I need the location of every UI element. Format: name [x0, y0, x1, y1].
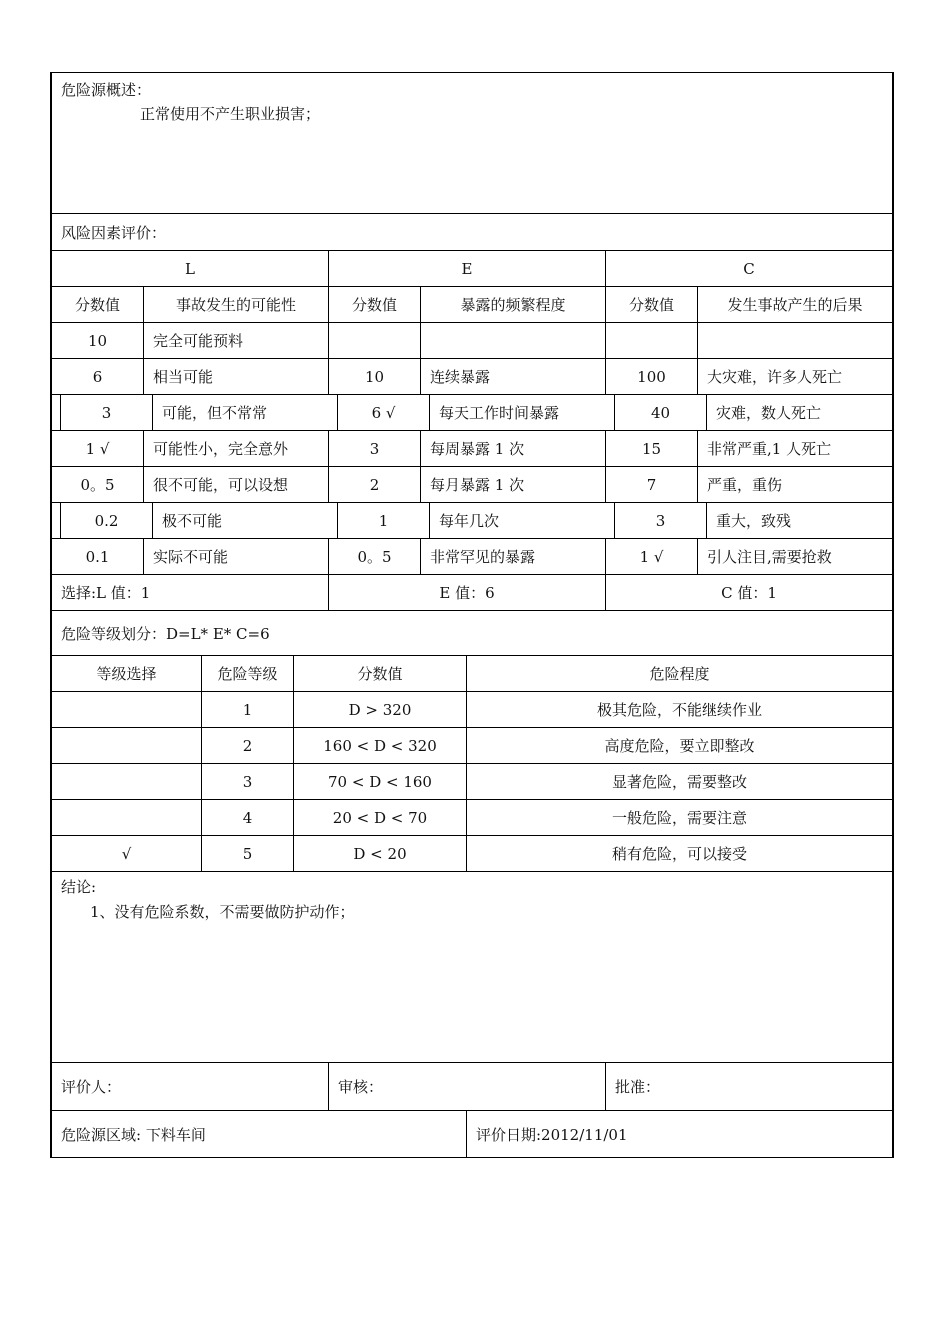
- grade-level: 1: [202, 692, 294, 727]
- grade-degree: 显著危险，需要整改: [611, 773, 747, 791]
- lec-row: [52, 503, 892, 539]
- grade-row: [52, 692, 892, 728]
- e-desc: [421, 323, 606, 358]
- c-desc: [698, 323, 892, 358]
- c-desc: 灾难，数人死亡: [716, 404, 822, 422]
- lec-row: [52, 467, 892, 503]
- grade-header-row: [52, 656, 892, 692]
- grade-select: [52, 692, 202, 727]
- c-desc: 大灾难，许多人死亡: [707, 368, 843, 386]
- l-score: 6: [52, 359, 144, 394]
- l-score: 10: [52, 323, 144, 358]
- grade-level: 5: [202, 836, 294, 871]
- grade-degree: 稍有危险，可以接受: [611, 845, 747, 863]
- risk-assessment-form: [50, 72, 894, 1158]
- overview-section: [52, 73, 892, 214]
- grade-level: 2: [202, 728, 294, 763]
- e-desc-header: 暴露的频繁程度: [421, 287, 606, 322]
- e-desc: 每周暴露 1 次: [421, 431, 606, 466]
- grade-row: [52, 836, 892, 872]
- lec-column-header-row: [52, 287, 892, 323]
- l-desc: 实际不可能: [144, 539, 329, 574]
- c-score: 15: [606, 431, 698, 466]
- reviewer-field: 审核：: [329, 1063, 606, 1110]
- e-desc: 连续暴露: [421, 359, 606, 394]
- lec-row: [52, 539, 892, 575]
- evaluator-field: 评价人：: [52, 1063, 329, 1110]
- l-score-header: 分数值: [52, 287, 144, 322]
- conclusion-label: 结论:: [61, 878, 97, 896]
- e-desc: 非常罕见的暴露: [421, 539, 606, 574]
- c-desc: 引人注目,需要抢救: [707, 548, 832, 566]
- grade-degree: 一般危险，需要注意: [611, 809, 747, 827]
- lec-row: [52, 323, 892, 359]
- l-score: 1 √: [52, 431, 144, 466]
- grade-score-header: 分数值: [294, 656, 467, 691]
- e-score: 6 √: [338, 395, 430, 430]
- factor-title: 风险因素评价：: [61, 223, 167, 242]
- grade-level: 4: [202, 800, 294, 835]
- l-score: 0.1: [52, 539, 144, 574]
- grade-select-header: 等级选择: [52, 656, 202, 691]
- grade-formula: 危险等级划分：D=L* E* C=6: [61, 624, 270, 643]
- c-desc-header: 发生事故产生的后果: [727, 296, 863, 314]
- lec-row: [52, 359, 892, 395]
- l-desc: 极不可能: [153, 503, 338, 538]
- grade-score: 70 < D < 160: [294, 764, 467, 799]
- lec-row: [52, 431, 892, 467]
- grade-level: 3: [202, 764, 294, 799]
- c-score: [606, 323, 698, 358]
- selection-row: [52, 575, 892, 611]
- e-score: 10: [329, 359, 421, 394]
- grade-row: [52, 800, 892, 836]
- grade-score: 160 < D < 320: [294, 728, 467, 763]
- l-desc: 完全可能预料: [144, 323, 329, 358]
- grade-select: √: [52, 836, 202, 871]
- e-desc: 每天工作时间暴露: [430, 395, 615, 430]
- c-score: 100: [606, 359, 698, 394]
- e-selection: E 值：6: [329, 575, 606, 610]
- c-score: 40: [615, 395, 707, 430]
- grade-degree: 极其危险，不能继续作业: [596, 701, 762, 719]
- c-header: C: [743, 259, 755, 278]
- overview-label: 危险源概述：: [61, 81, 152, 99]
- l-desc: 相当可能: [144, 359, 329, 394]
- lec-header-row: [52, 251, 892, 287]
- factor-title-row: [52, 214, 892, 251]
- e-score-header: 分数值: [329, 287, 421, 322]
- c-score: 1 √: [606, 539, 698, 574]
- e-score: 1: [338, 503, 430, 538]
- grade-formula-row: [52, 611, 892, 656]
- grade-row: [52, 764, 892, 800]
- grade-score: D < 20: [294, 836, 467, 871]
- hazard-area: 危险源区域: 下料车间: [52, 1111, 467, 1157]
- l-desc: 可能性小，完全意外: [144, 431, 329, 466]
- footer-row: [52, 1111, 892, 1157]
- l-desc-header: 事故发生的可能性: [144, 287, 329, 322]
- e-desc: 每年几次: [430, 503, 615, 538]
- c-desc: 非常严重,1 人死亡: [707, 440, 832, 458]
- grade-degree-header: 危险程度: [649, 665, 710, 683]
- grade-select: [52, 728, 202, 763]
- grade-degree: 高度危险，要立即整改: [604, 737, 755, 755]
- e-header: E: [329, 251, 606, 286]
- conclusion-text: 1、没有危险系数，不需要做防护动作；: [90, 903, 355, 921]
- c-score: 7: [606, 467, 698, 502]
- c-desc: 严重，重伤: [707, 476, 783, 494]
- conclusion-section: [52, 872, 892, 1063]
- grade-score: 20 < D < 70: [294, 800, 467, 835]
- c-selection: C 值：1: [721, 584, 777, 602]
- l-score: 3: [61, 395, 153, 430]
- approver-field: 批准：: [615, 1078, 661, 1096]
- e-score: 0。5: [329, 539, 421, 574]
- l-desc: 很不可能，可以设想: [144, 467, 329, 502]
- l-selection: 选择:L 值：1: [52, 575, 329, 610]
- e-score: 3: [329, 431, 421, 466]
- e-desc: 每月暴露 1 次: [421, 467, 606, 502]
- l-desc: 可能，但不常常: [153, 395, 338, 430]
- grade-row: [52, 728, 892, 764]
- grade-score: D > 320: [294, 692, 467, 727]
- lec-row: [52, 395, 892, 431]
- e-score: 2: [329, 467, 421, 502]
- l-score: 0.2: [61, 503, 153, 538]
- overview-text: 正常使用不产生职业损害；: [140, 105, 321, 123]
- grade-select: [52, 800, 202, 835]
- c-score: 3: [615, 503, 707, 538]
- signoff-row: [52, 1063, 892, 1111]
- l-score: 0。5: [52, 467, 144, 502]
- evaluation-date: 评价日期:2012/11/01: [476, 1125, 628, 1144]
- grade-level-header: 危险等级: [202, 656, 294, 691]
- e-score: [329, 323, 421, 358]
- c-desc: 重大，致残: [716, 512, 792, 530]
- grade-select: [52, 764, 202, 799]
- c-score-header: 分数值: [606, 287, 698, 322]
- l-header: L: [52, 251, 329, 286]
